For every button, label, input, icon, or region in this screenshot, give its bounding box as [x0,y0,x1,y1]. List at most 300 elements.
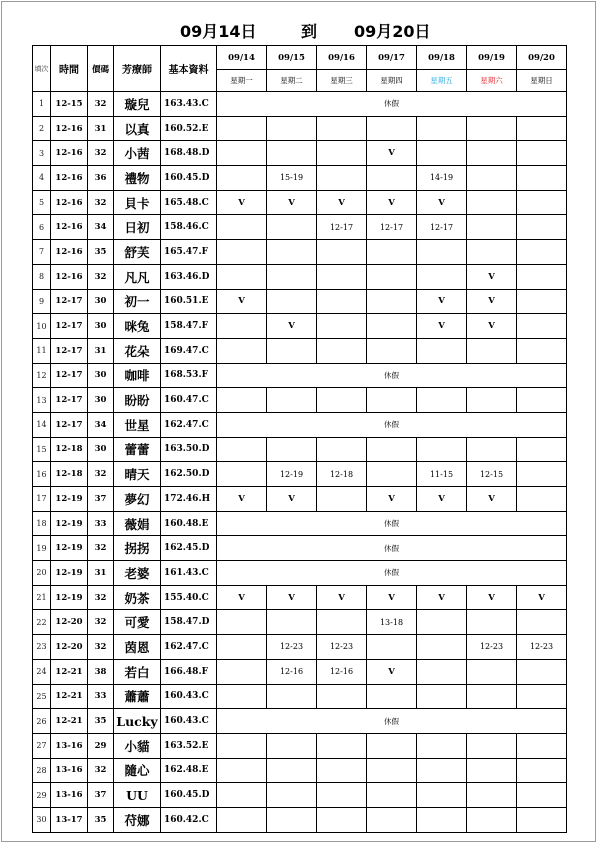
row-basic-info: 160.48.E [161,511,217,536]
row-basic-info: 160.52.E [161,116,217,141]
row-therapist-name: 咪兔 [114,314,161,339]
row-time: 12-17 [51,338,88,363]
row-therapist-name: 茵恩 [114,635,161,660]
row-day-cell [517,338,567,363]
header-weekday: 星期一 [217,70,267,92]
row-basic-info: 160.42.C [161,807,217,832]
row-price: 32 [88,635,114,660]
row-number: 14 [33,412,51,437]
row-day-cell [467,116,517,141]
row-day-check: V [517,585,567,610]
row-off-label: 休假 [217,709,567,734]
row-price: 32 [88,141,114,166]
row-day-cell [417,388,467,413]
row-day-cell [467,190,517,215]
table-row [33,264,567,289]
row-basic-info: 162.48.E [161,758,217,783]
row-day-cell [217,437,267,462]
row-price: 33 [88,511,114,536]
table-row [33,437,567,462]
row-time: 12-15 [51,92,88,117]
row-basic-info: 163.52.E [161,733,217,758]
title-end-date: 09月20日 [354,22,431,41]
row-day-cell [317,289,367,314]
row-off-label: 休假 [217,363,567,388]
table-row [33,511,567,536]
row-day-cell [367,437,417,462]
row-day-cell [417,733,467,758]
row-price: 37 [88,487,114,512]
header-date: 09/20 [517,46,567,70]
row-therapist-name: 晴天 [114,462,161,487]
header-basic: 基本資料 [161,46,217,92]
row-day-cell [317,166,367,191]
row-therapist-name: 盼盼 [114,388,161,413]
row-basic-info: 160.45.D [161,783,217,808]
row-therapist-name: 初一 [114,289,161,314]
row-therapist-name: 拐拐 [114,536,161,561]
row-day-cell [367,314,417,339]
row-day-cell [517,462,567,487]
row-number: 16 [33,462,51,487]
row-basic-info: 160.51.E [161,289,217,314]
row-basic-info: 160.43.C [161,709,217,734]
table-row [33,561,567,586]
row-number: 12 [33,363,51,388]
row-day-cell [367,684,417,709]
row-day-check: V [367,659,417,684]
row-day-cell [217,684,267,709]
table-row [33,190,567,215]
row-day-cell: 12-17 [417,215,467,240]
row-day-check: V [367,487,417,512]
header-weekday-saturday: 星期六 [467,70,517,92]
schedule-title [2,19,595,45]
row-price: 32 [88,92,114,117]
row-day-cell [417,338,467,363]
row-price: 32 [88,610,114,635]
row-day-check: V [467,264,517,289]
row-day-cell [467,437,517,462]
row-day-cell: 12-23 [467,635,517,660]
row-time: 13-16 [51,783,88,808]
row-time: 12-20 [51,610,88,635]
row-number: 24 [33,659,51,684]
row-day-cell [217,240,267,265]
row-day-cell [267,807,317,832]
row-time: 12-16 [51,190,88,215]
row-time: 12-17 [51,314,88,339]
row-day-cell [267,733,317,758]
row-basic-info: 163.50.D [161,437,217,462]
row-number: 15 [33,437,51,462]
row-number: 21 [33,585,51,610]
row-day-cell [217,116,267,141]
row-price: 32 [88,190,114,215]
row-day-cell [517,215,567,240]
row-day-cell [467,240,517,265]
row-day-cell: 12-19 [267,462,317,487]
row-price: 31 [88,561,114,586]
table-row [33,289,567,314]
row-therapist-name: 蕾蕾 [114,437,161,462]
row-basic-info: 155.40.C [161,585,217,610]
row-number: 2 [33,116,51,141]
row-therapist-name: UU [114,783,161,808]
row-off-label: 休假 [217,536,567,561]
row-day-cell [517,610,567,635]
table-row [33,659,567,684]
row-basic-info: 160.45.D [161,166,217,191]
row-day-cell [517,240,567,265]
row-day-cell [517,733,567,758]
row-day-cell: 12-17 [367,215,417,240]
row-day-cell [317,116,367,141]
row-number: 19 [33,536,51,561]
table-row [33,758,567,783]
table-row [33,635,567,660]
row-day-cell [417,684,467,709]
row-day-cell: 14-19 [417,166,467,191]
row-price: 37 [88,783,114,808]
row-time: 12-17 [51,289,88,314]
row-day-check: V [367,190,417,215]
row-therapist-name: 日初 [114,215,161,240]
row-basic-info: 158.47.D [161,610,217,635]
row-day-cell [517,314,567,339]
row-off-label: 休假 [217,92,567,117]
row-day-cell [217,338,267,363]
row-day-check: V [217,585,267,610]
row-day-cell [267,141,317,166]
row-time: 13-16 [51,733,88,758]
row-day-cell [217,758,267,783]
row-day-cell [217,264,267,289]
row-day-cell [217,462,267,487]
header-weekday: 星期二 [267,70,317,92]
row-day-cell [367,733,417,758]
row-day-cell [317,437,367,462]
row-day-cell [217,388,267,413]
row-basic-info: 162.45.D [161,536,217,561]
row-day-cell [267,338,317,363]
row-time: 12-17 [51,363,88,388]
header-date: 09/14 [217,46,267,70]
row-day-check: V [217,190,267,215]
row-number: 26 [33,709,51,734]
row-day-cell: 15-19 [267,166,317,191]
row-therapist-name: Lucky [114,709,161,734]
row-day-cell [317,487,367,512]
row-day-cell [317,610,367,635]
table-row [33,462,567,487]
row-therapist-name: 隨心 [114,758,161,783]
row-time: 12-19 [51,536,88,561]
row-basic-info: 163.46.D [161,264,217,289]
table-row [33,363,567,388]
header-time: 時間 [51,46,88,92]
row-day-cell [317,783,367,808]
row-therapist-name: 貝卡 [114,190,161,215]
header-date: 09/15 [267,46,317,70]
table-row [33,610,567,635]
row-day-cell [517,487,567,512]
row-day-cell: 12-16 [317,659,367,684]
row-day-cell [517,437,567,462]
row-number: 3 [33,141,51,166]
header-weekday: 星期日 [517,70,567,92]
row-day-cell [367,116,417,141]
row-therapist-name: 舒芙 [114,240,161,265]
row-price: 34 [88,215,114,240]
row-price: 30 [88,437,114,462]
table-row [33,240,567,265]
row-therapist-name: 璇兒 [114,92,161,117]
row-day-check: V [217,289,267,314]
row-price: 30 [88,314,114,339]
row-number: 1 [33,92,51,117]
title-to: 到 [301,22,318,41]
title-start-date: 09月14日 [180,22,257,41]
row-day-cell [517,758,567,783]
row-day-cell [367,388,417,413]
row-day-cell [217,314,267,339]
row-day-cell [467,659,517,684]
row-day-check: V [367,585,417,610]
row-number: 28 [33,758,51,783]
row-day-cell [417,141,467,166]
row-price: 29 [88,733,114,758]
row-therapist-name: 老婆 [114,561,161,586]
row-price: 31 [88,116,114,141]
row-number: 29 [33,783,51,808]
row-basic-info: 168.53.F [161,363,217,388]
row-day-check: V [317,190,367,215]
row-day-cell [517,807,567,832]
row-number: 18 [33,511,51,536]
table-row [33,684,567,709]
row-time: 13-16 [51,758,88,783]
row-number: 10 [33,314,51,339]
row-therapist-name: 蕭蕭 [114,684,161,709]
row-day-cell [367,635,417,660]
row-day-cell [267,240,317,265]
row-day-check: V [217,487,267,512]
row-day-cell [217,635,267,660]
row-number: 23 [33,635,51,660]
row-time: 12-21 [51,709,88,734]
row-off-label: 休假 [217,412,567,437]
table-row [33,166,567,191]
row-day-cell [217,141,267,166]
header-price: 價碼 [88,46,114,92]
row-time: 12-19 [51,561,88,586]
row-day-check: V [467,585,517,610]
row-day-cell [517,659,567,684]
table-row [33,709,567,734]
row-day-cell [217,807,267,832]
row-basic-info: 166.48.F [161,659,217,684]
row-day-cell [517,190,567,215]
row-day-cell [517,264,567,289]
table-row [33,116,567,141]
row-therapist-name: 奶茶 [114,585,161,610]
row-day-cell [367,462,417,487]
table-row [33,141,567,166]
row-day-cell [267,116,317,141]
row-day-check: V [317,585,367,610]
row-day-cell [217,215,267,240]
row-time: 12-16 [51,215,88,240]
row-day-cell [217,659,267,684]
row-day-cell [317,807,367,832]
row-number: 4 [33,166,51,191]
row-day-cell [517,141,567,166]
row-basic-info: 169.47.C [161,338,217,363]
row-day-check: V [267,314,317,339]
row-day-cell [467,758,517,783]
row-day-cell [267,437,317,462]
row-day-cell [267,289,317,314]
row-time: 12-20 [51,635,88,660]
row-day-cell [517,166,567,191]
row-day-cell: 12-23 [317,635,367,660]
row-number: 7 [33,240,51,265]
header-date: 09/18 [417,46,467,70]
row-day-cell [467,733,517,758]
row-day-check: V [417,585,467,610]
row-basic-info: 165.47.F [161,240,217,265]
row-day-cell [267,758,317,783]
row-number: 13 [33,388,51,413]
table-row [33,585,567,610]
row-time: 12-18 [51,437,88,462]
row-day-cell [217,783,267,808]
row-basic-info: 158.47.F [161,314,217,339]
row-day-cell [317,314,367,339]
row-number: 20 [33,561,51,586]
row-day-check: V [467,289,517,314]
row-day-cell [317,758,367,783]
row-basic-info: 162.50.D [161,462,217,487]
row-day-cell [467,783,517,808]
row-day-cell [417,758,467,783]
row-day-cell [467,388,517,413]
row-time: 12-21 [51,684,88,709]
row-price: 36 [88,166,114,191]
table-row [33,783,567,808]
row-time: 12-19 [51,585,88,610]
row-day-cell [367,807,417,832]
row-day-cell [417,783,467,808]
table-row [33,733,567,758]
row-day-cell: 11-15 [417,462,467,487]
header-no: 填次 [33,46,51,92]
row-price: 31 [88,338,114,363]
row-price: 32 [88,758,114,783]
row-day-check: V [467,314,517,339]
row-day-cell [367,289,417,314]
row-price: 32 [88,536,114,561]
row-day-cell [217,733,267,758]
row-day-cell [517,684,567,709]
table-row [33,314,567,339]
row-day-cell: 12-18 [317,462,367,487]
row-therapist-name: 夢幻 [114,487,161,512]
row-time: 12-16 [51,116,88,141]
row-number: 11 [33,338,51,363]
table-row [33,388,567,413]
row-day-cell: 12-23 [517,635,567,660]
table-row [33,412,567,437]
row-day-cell [267,215,317,240]
row-day-cell [267,388,317,413]
row-day-cell [417,659,467,684]
row-day-cell [467,215,517,240]
header-row-dates [33,46,567,70]
row-number: 27 [33,733,51,758]
row-number: 8 [33,264,51,289]
header-weekday: 星期四 [367,70,417,92]
table-row [33,215,567,240]
row-day-cell [417,610,467,635]
row-day-cell [467,610,517,635]
row-day-cell [317,733,367,758]
row-time: 12-16 [51,240,88,265]
document-sheet [1,1,596,842]
row-basic-info: 172.46.H [161,487,217,512]
table-row [33,536,567,561]
row-therapist-name: 可愛 [114,610,161,635]
row-day-check: V [367,141,417,166]
row-day-cell [467,684,517,709]
row-day-check: V [267,585,317,610]
table-row [33,92,567,117]
row-time: 12-16 [51,141,88,166]
row-day-cell [417,116,467,141]
header-weekday: 星期三 [317,70,367,92]
header-date: 09/19 [467,46,517,70]
row-time: 12-19 [51,487,88,512]
row-basic-info: 162.47.C [161,412,217,437]
row-day-check: V [267,487,317,512]
row-therapist-name: 以真 [114,116,161,141]
row-price: 30 [88,289,114,314]
row-off-label: 休假 [217,561,567,586]
row-day-cell [317,388,367,413]
row-therapist-name: 世星 [114,412,161,437]
row-day-cell: 12-15 [467,462,517,487]
row-therapist-name: 薇娟 [114,511,161,536]
row-day-cell [217,610,267,635]
row-day-cell [417,264,467,289]
row-day-cell [467,141,517,166]
row-day-cell [517,289,567,314]
row-price: 35 [88,709,114,734]
row-day-check: V [267,190,317,215]
row-price: 35 [88,240,114,265]
header-date: 09/16 [317,46,367,70]
row-basic-info: 163.43.C [161,92,217,117]
row-day-cell [367,166,417,191]
schedule-table [32,45,567,833]
row-therapist-name: 凡凡 [114,264,161,289]
header-weekday-friday: 星期五 [417,70,467,92]
row-therapist-name: 咖啡 [114,363,161,388]
row-basic-info: 162.47.C [161,635,217,660]
row-day-cell [367,758,417,783]
row-day-cell [317,684,367,709]
